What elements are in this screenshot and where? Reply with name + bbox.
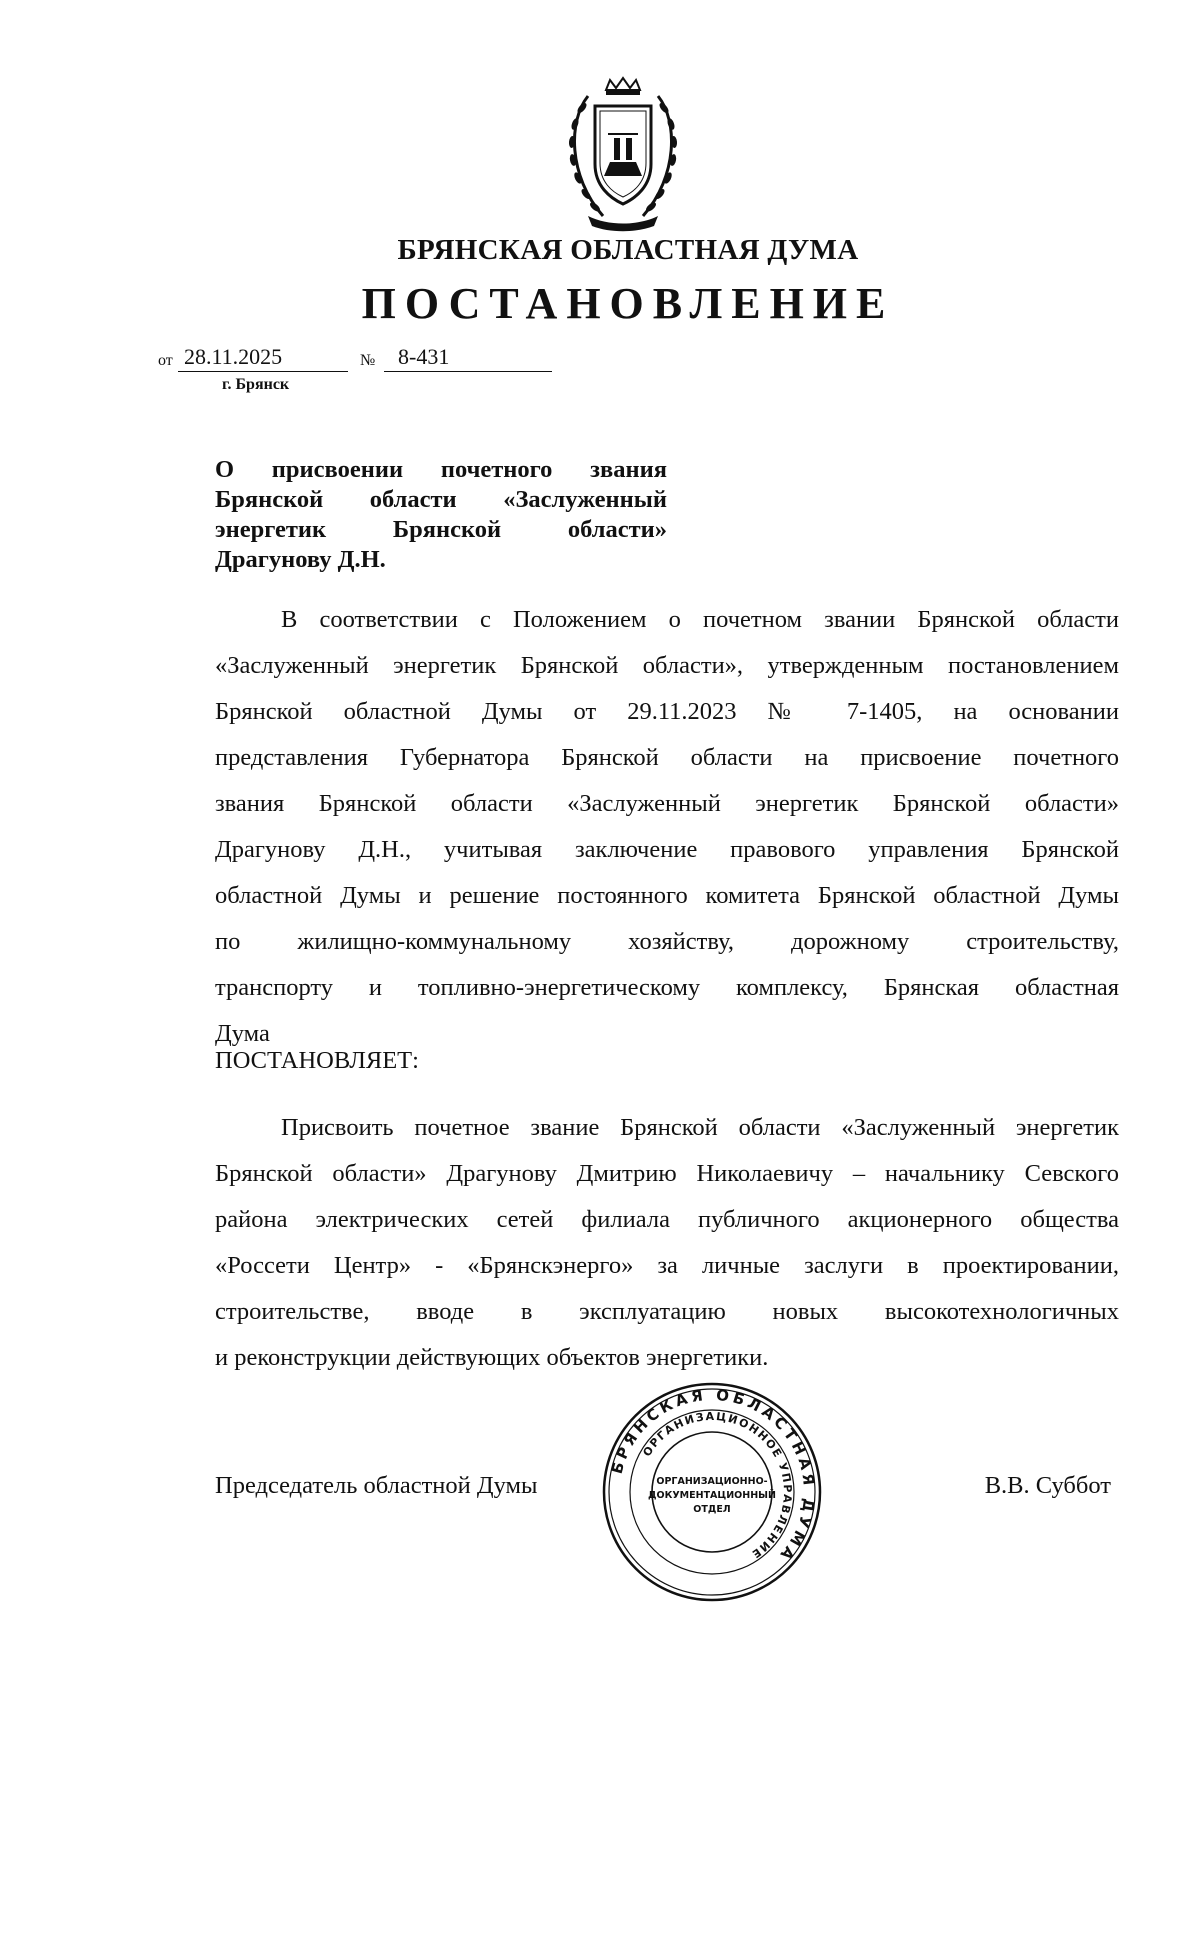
document-number: 8-431 [384, 344, 552, 372]
seal-center-line: ОТДЕЛ [693, 1504, 731, 1515]
seal-outer-text: БРЯНСКАЯ ОБЛАСТНАЯ ДУМА [607, 1385, 819, 1566]
paragraph-line: Присвоить почетное звание Брянской области «Заслуженный энергетик [281, 1114, 1119, 1141]
title-line: Брянской области «Заслуженный [215, 486, 667, 513]
paragraph-line: транспорту и топливно-энергетическому комплексу, Брянская областная [215, 974, 1119, 1001]
paragraph-line: Брянской областной Думы от 29.11.2023 № 7-1405, на основании [215, 698, 1119, 725]
paragraph-line: представления Губернатора Брянской области на присвоение почетного [215, 744, 1119, 771]
signatory-position: Председатель областной Думы [215, 1472, 538, 1499]
document-title [215, 455, 667, 575]
paragraph-line: областной Думы и решение постоянного комитета Брянской областной Думы [215, 882, 1119, 909]
resolution-paragraph [215, 1105, 1119, 1381]
paragraph-line: Драгунову Д.Н., учитывая заключение правового управления Брянской [215, 836, 1119, 863]
paragraph-line: В соответствии с Положением о почетном звании Брянской области [281, 606, 1119, 633]
paragraph-line: Брянской области» Драгунову Дмитрию Николаевичу – начальнику Севского [215, 1160, 1119, 1187]
paragraph-line: строительстве, вводе в эксплуатацию новых высокотехнологичных [215, 1298, 1119, 1325]
seal-inner-text: ОРГАНИЗАЦИОННОЕ УПРАВЛЕНИЕ [640, 1409, 795, 1562]
title-line: О присвоении почетного звания [215, 456, 667, 483]
date-label: от [158, 352, 173, 369]
paragraph-line: и реконструкции действующих объектов энергетики. [215, 1344, 769, 1371]
paragraph-line: района электрических сетей филиала публичного акционерного общества [215, 1206, 1119, 1233]
document-city: г. Брянск [222, 376, 290, 393]
preamble-paragraph [215, 597, 1119, 1057]
resolves-heading: ПОСТАНОВЛЯЕТ: [215, 1047, 419, 1074]
number-label: № [360, 352, 376, 369]
organization-name: БРЯНСКАЯ ОБЛАСТНАЯ ДУМА [397, 234, 859, 266]
title-line: Драгунову Д.Н. [215, 546, 386, 573]
paragraph-line: звания Брянской области «Заслуженный энергетик Брянской области» [215, 790, 1119, 817]
paragraph-line: «Заслуженный энергетик Брянской области», утвержденным постановлением [215, 652, 1119, 679]
official-seal-icon [600, 1380, 824, 1604]
signatory-name: В.В. Суббот [984, 1472, 1111, 1499]
seal-center-line: ОРГАНИЗАЦИОННО- [656, 1476, 768, 1487]
paragraph-line: по жилищно-коммунальному хозяйству, дорожному строительству, [215, 928, 1119, 955]
document-date: 28.11.2025 [178, 344, 348, 372]
title-line: энергетик Брянской области» [215, 516, 667, 543]
document-type: ПОСТАНОВЛЕНИЕ [361, 279, 895, 328]
paragraph-line: Дума [215, 1020, 270, 1047]
coat-of-arms-icon [548, 76, 698, 236]
paragraph-line: «Россети Центр» - «Брянскэнерго» за личные заслуги в проектировании, [215, 1252, 1119, 1279]
seal-center-line: ДОКУМЕНТАЦИОННЫЙ [648, 1490, 776, 1501]
